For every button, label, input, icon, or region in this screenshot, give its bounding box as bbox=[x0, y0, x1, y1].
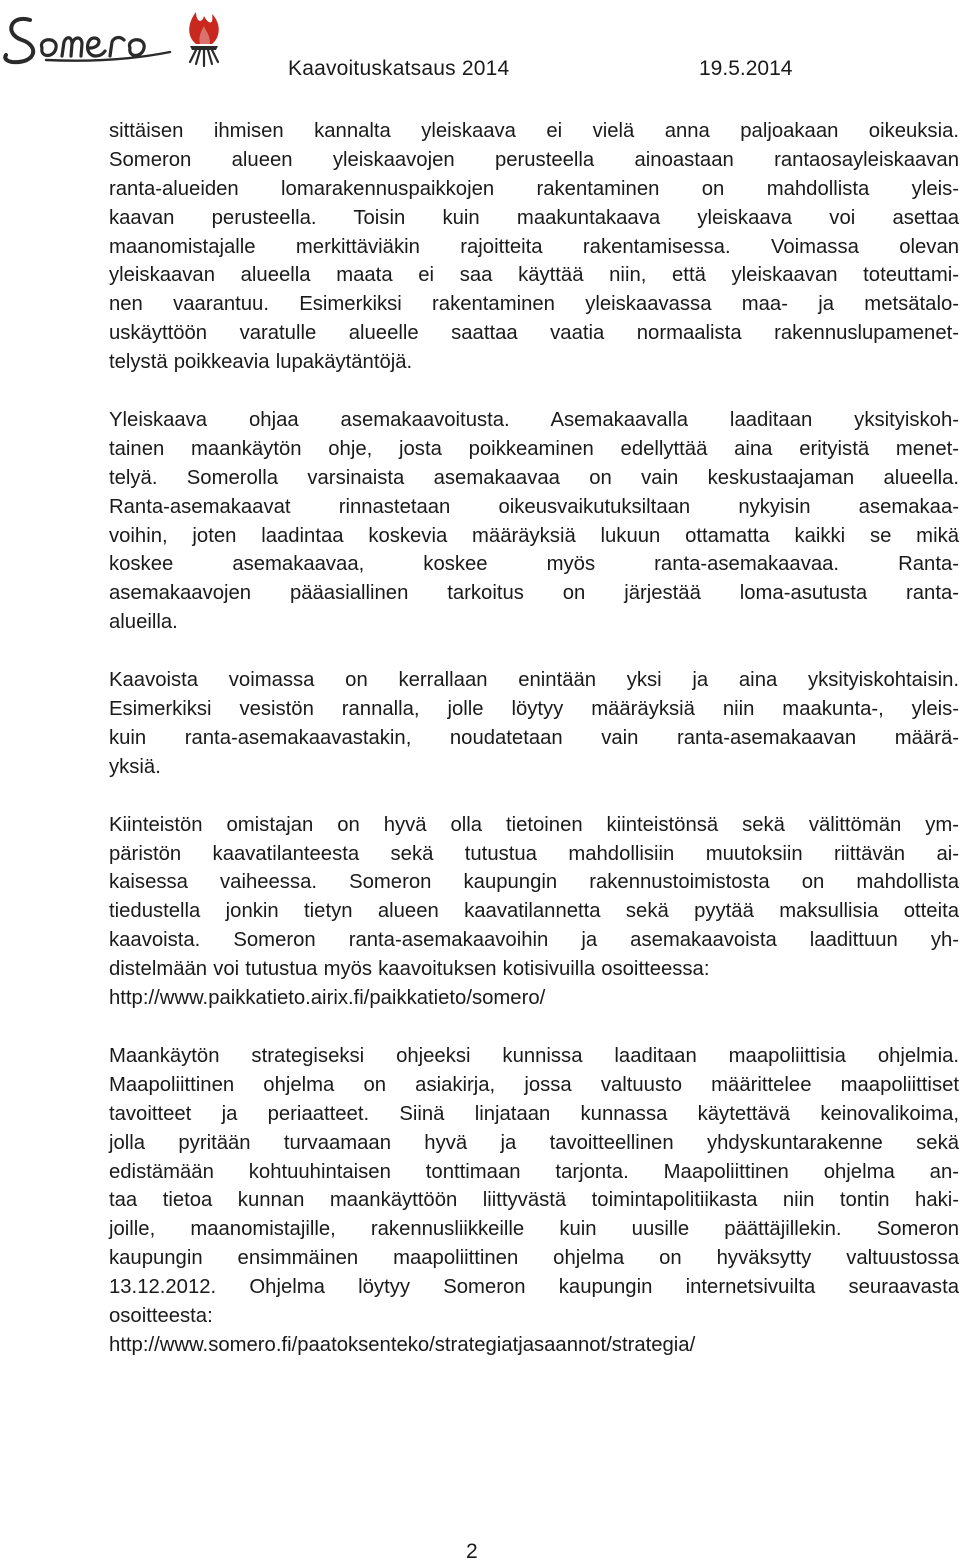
document-title: Kaavoituskatsaus 2014 bbox=[288, 57, 510, 80]
paragraph-asemakaavoitus bbox=[109, 406, 959, 637]
text-line: yksiä. bbox=[109, 755, 161, 778]
text-line: kaupungin ensimmäinen maapoliittinen ohjelma on hyväksytty valtuustossa bbox=[109, 1247, 959, 1270]
text-line: tiedustella jonkin tietyn alueen kaavatilannetta sekä pyytää maksullisia otteita bbox=[109, 900, 959, 923]
text-line: asemakaavojen pääasiallinen tarkoitus on järjestää loma-asutusta ranta- bbox=[109, 582, 959, 605]
page-header bbox=[0, 0, 960, 96]
document-date: 19.5.2014 bbox=[699, 57, 793, 80]
text-line: Yleiskaava ohjaa asemakaavoitusta. Asemakaavalla laaditaan yksityiskoh- bbox=[109, 409, 959, 432]
paikkatieto-url: http://www.paikkatieto.airix.fi/paikkatieto/somero/ bbox=[109, 987, 546, 1010]
somero-strategia-url: http://www.somero.fi/paatoksenteko/strategiatjasaannot/strategia/ bbox=[109, 1333, 696, 1356]
text-line: kuin ranta-asemakaavastakin, noudatetaan vain ranta-asemakaavan määrä- bbox=[109, 726, 959, 749]
text-line: maanomistajalle merkittäviäkin rajoitteita rakentamisessa. Voimassa olevan bbox=[109, 235, 959, 258]
text-line: osoitteesta: bbox=[109, 1304, 213, 1327]
text-line: kaavan perusteella. Toisin kuin maakuntakaava yleiskaava voi asettaa bbox=[109, 206, 959, 229]
text-line: tavoitteet ja periaatteet. Siinä linjataan kunnassa käytettävä keinovalikoima, bbox=[109, 1102, 959, 1125]
paragraph-maapoliittinen-ohjelma bbox=[109, 1042, 959, 1360]
somero-logo bbox=[0, 0, 232, 72]
text-line: 13.12.2012. Ohjelma löytyy Someron kaupungin internetsivuilta seuraavasta bbox=[109, 1276, 959, 1299]
text-line: jolla pyritään turvaamaan hyvä ja tavoitteellinen yhdyskuntarakenne sekä bbox=[109, 1131, 959, 1154]
text-line: Esimerkiksi vesistön rannalla, jolle löytyy määräyksiä niin maakunta-, yleis- bbox=[109, 698, 959, 721]
text-line: koskee asemakaavaa, koskee myös ranta-asemakaavaa. Ranta- bbox=[109, 553, 959, 576]
text-line: Kiinteistön omistajan on hyvä olla tietoinen kiinteistönsä sekä välittömän ym- bbox=[109, 813, 959, 836]
document-body bbox=[109, 117, 959, 1389]
text-line: telystä poikkeavia lupakäytäntöjä. bbox=[109, 351, 413, 374]
page-number: 2 bbox=[466, 1540, 478, 1563]
text-line: nen vaarantuu. Esimerkiksi rakentaminen yleiskaavassa maa- ja metsätalo- bbox=[109, 293, 959, 316]
paragraph-kiinteiston-omistaja bbox=[109, 811, 959, 1013]
text-line: Kaavoista voimassa on kerrallaan enintään yksi ja aina yksityiskohtaisin. bbox=[109, 669, 959, 692]
text-line: Ranta-asemakaavat rinnastetaan oikeusvaikutuksiltaan nykyisin asemakaa- bbox=[109, 495, 959, 518]
text-line: Maankäytön strategiseksi ohjeeksi kunnissa laaditaan maapoliittisia ohjelmia. bbox=[109, 1044, 959, 1067]
text-line: sittäisen ihmisen kannalta yleiskaava ei vielä anna paljoakaan oikeuksia. bbox=[109, 120, 959, 142]
text-line: joille, maanomistajille, rakennusliikkeille kuin uusille päättäjillekin. Someron bbox=[109, 1218, 959, 1241]
text-line: distelmään voi tutustua myös kaavoituksen kotisivuilla osoitteessa: bbox=[109, 958, 710, 981]
text-line: kaavoista. Someron ranta-asemakaavoihin ja asemakaavoista laadittuun yh- bbox=[109, 929, 959, 952]
text-line: telyä. Somerolla varsinaista asemakaavaa on vain keskustaajaman alueella. bbox=[109, 466, 959, 489]
paragraph-kaavojen-voimassaolo bbox=[109, 666, 959, 782]
text-line: yleiskaavan alueella maata ei saa käyttää niin, että yleiskaavan toteuttami- bbox=[109, 264, 959, 287]
text-line: päristön kaavatilanteesta sekä tutustua mahdollisiin muutoksiin riittävän ai- bbox=[109, 842, 959, 865]
text-line: kaisessa vaiheessa. Someron kaupungin rakennustoimistosta on mahdollista bbox=[109, 871, 959, 894]
text-line: alueilla. bbox=[109, 611, 178, 634]
paragraph-yleiskaava-oikeudet bbox=[109, 117, 959, 377]
text-line: taa tietoa kunnan maankäyttöön liittyvästä toimintapolitiikasta niin tontin haki- bbox=[109, 1189, 959, 1212]
text-line: uskäyttöön varatulle alueelle saattaa vaatia normaalista rakennuslupamenet- bbox=[109, 322, 959, 345]
text-line: tainen maankäytön ohje, josta poikkeaminen edellyttää aina erityistä menet- bbox=[109, 437, 959, 460]
text-line: ranta-alueiden lomarakennuspaikkojen rakentaminen on mahdollista yleis- bbox=[109, 177, 959, 200]
text-line: edistämään kohtuuhintaisen tonttimaan tarjonta. Maapoliittinen ohjelma an- bbox=[109, 1160, 959, 1183]
text-line: Someron alueen yleiskaavojen perusteella ainoastaan rantaosayleiskaavan bbox=[109, 148, 959, 171]
text-line: voihin, joten laadintaa koskevia määräyksiä lukuun ottamatta kaikki se mikä bbox=[109, 524, 959, 547]
text-line: Maapoliittinen ohjelma on asiakirja, jossa valtuusto määrittelee maapoliittiset bbox=[109, 1073, 959, 1096]
